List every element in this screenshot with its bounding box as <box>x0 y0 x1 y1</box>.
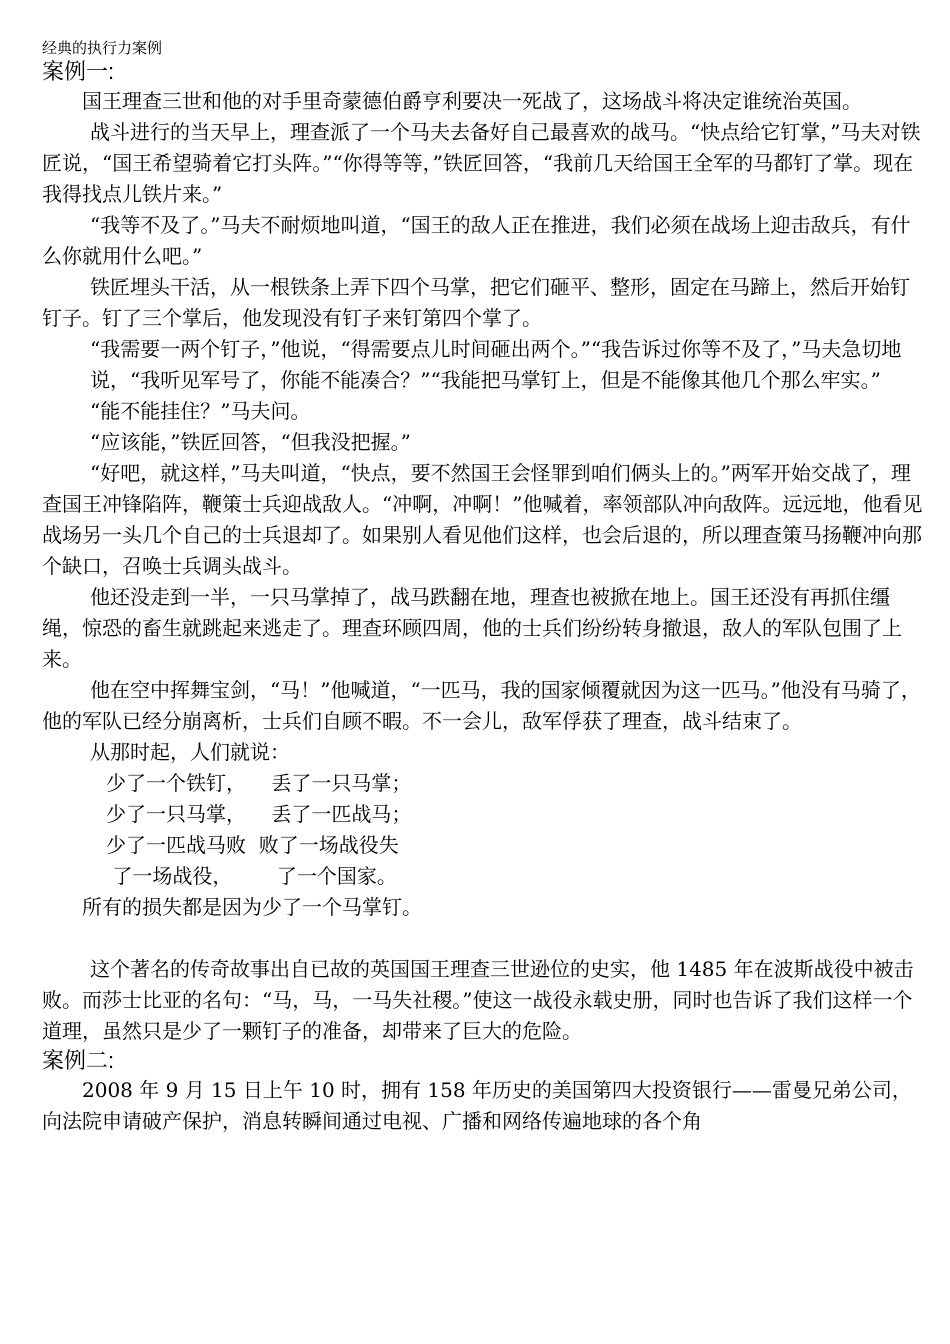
verse-line: 少了一只马掌， 丢了一匹战马； <box>106 802 412 826</box>
case-one-paragraph: “我等不及了。”马夫不耐烦地叫道，“国王的敌人正在推进，我们必须在战场上迎击敌兵，有什么你就用什么吧。” <box>42 213 911 268</box>
document-title: 经典的执行力案例 <box>42 39 163 57</box>
case-one-paragraph: 战斗进行的当天早上，理查派了一个马夫去备好自己最喜欢的战马。“快点给它钉掌，”马夫对铁匠说，“国王希望骑着它打头阵。”“你得等等，”铁匠回答，“我前几天给国王全军的马都钉了掌。现在我得找点儿铁片来。” <box>42 120 921 206</box>
case-one-heading: 案例一: <box>42 59 115 84</box>
closing-line: 所有的损失都是因为少了一个马掌钉。 <box>82 895 422 919</box>
case-one-paragraph: “好吧，就这样，”马夫叫道，“快点，要不然国王会怪罪到咱们俩头上的。”两军开始交战了，理查国王冲锋陷阵，鞭策士兵迎战敌人。“冲啊，冲啊！”他喊着，率领部队冲向敌阵。远远地，他看见战场另一头几个自己的士兵退却了。如果别人看见他们这样，也会后退的，所以理查策马扬鞭冲向那个缺口，召唤士兵调头战斗。 <box>42 461 923 578</box>
case-one-paragraph: 他在空中挥舞宝剑，“马！”他喊道，“一匹马，我的国家倾覆就因为这一匹马。”他没有马骑了，他的军队已经分崩离析，士兵们自顾不暇。不一会儿，敌军俘获了理查，战斗结束了。 <box>42 678 921 733</box>
saying-intro: 从那时起，人们就说： <box>90 740 290 764</box>
dialog-paragraph: “能不能挂住？”马夫问。 <box>90 399 311 423</box>
case-two-paragraph: 2008 年 9 月 15 日上午 10 时，拥有 158 年历史的美国第四大投资银行——雷曼兄弟公司，向法院申请破产保护，消息转瞬间通过电视、广播和网络传遍地球的各个角 <box>42 1078 912 1133</box>
case-one-paragraph: 铁匠埋头干活，从一根铁条上弄下四个马掌，把它们砸平、整形，固定在马蹄上，然后开始钉钉子。钉了三个掌后，他发现没有钉子来钉第四个掌了。 <box>42 275 910 330</box>
case-two-heading: 案例二: <box>42 1048 115 1073</box>
verse-line: 少了一匹战马败 败了一场战役失 <box>106 833 399 857</box>
paragraph-spacer <box>42 923 928 954</box>
verse-line: 少了一个铁钉， 丢了一只马掌； <box>106 771 412 795</box>
case-one-paragraph: 他还没走到一半，一只马掌掉了，战马跌翻在地，理查也被掀在地上。国王还没有再抓住缰绳，惊恐的畜生就跳起来逃走了。理查环顾四周，他的士兵们纷纷转身撤退，敌人的军队包围了上来。 <box>42 585 902 671</box>
dialog-paragraph: “应该能，”铁匠回答，“但我没把握。” <box>90 430 411 454</box>
case-one-paragraph: 国王理查三世和他的对手里奇蒙德伯爵亨利要决一死战了，这场战斗将决定谁统治英国。 <box>82 89 862 113</box>
dialog-paragraph: “我需要一两个钉子，”他说，“得需要点儿时间砸出两个。”“我告诉过你等不及了，”马夫急切地说，“我听见军号了，你能不能凑合？”“我能把马掌钉上，但是不能像其他几个那么牢实。” <box>90 337 902 392</box>
verse-line: 了一场战役， 了一个国家。 <box>106 864 397 888</box>
commentary-paragraph: 这个著名的传奇故事出自已故的英国国王理查三世逊位的史实，他 1485 年在波斯战役中被击败。而莎士比亚的名句：“马，马，一马失社稷。”使这一战役永载史册，同时也告诉了我们这样一个道理，虽然只是少了一颗钉子的准备，却带来了巨大的危险。 <box>42 957 914 1043</box>
